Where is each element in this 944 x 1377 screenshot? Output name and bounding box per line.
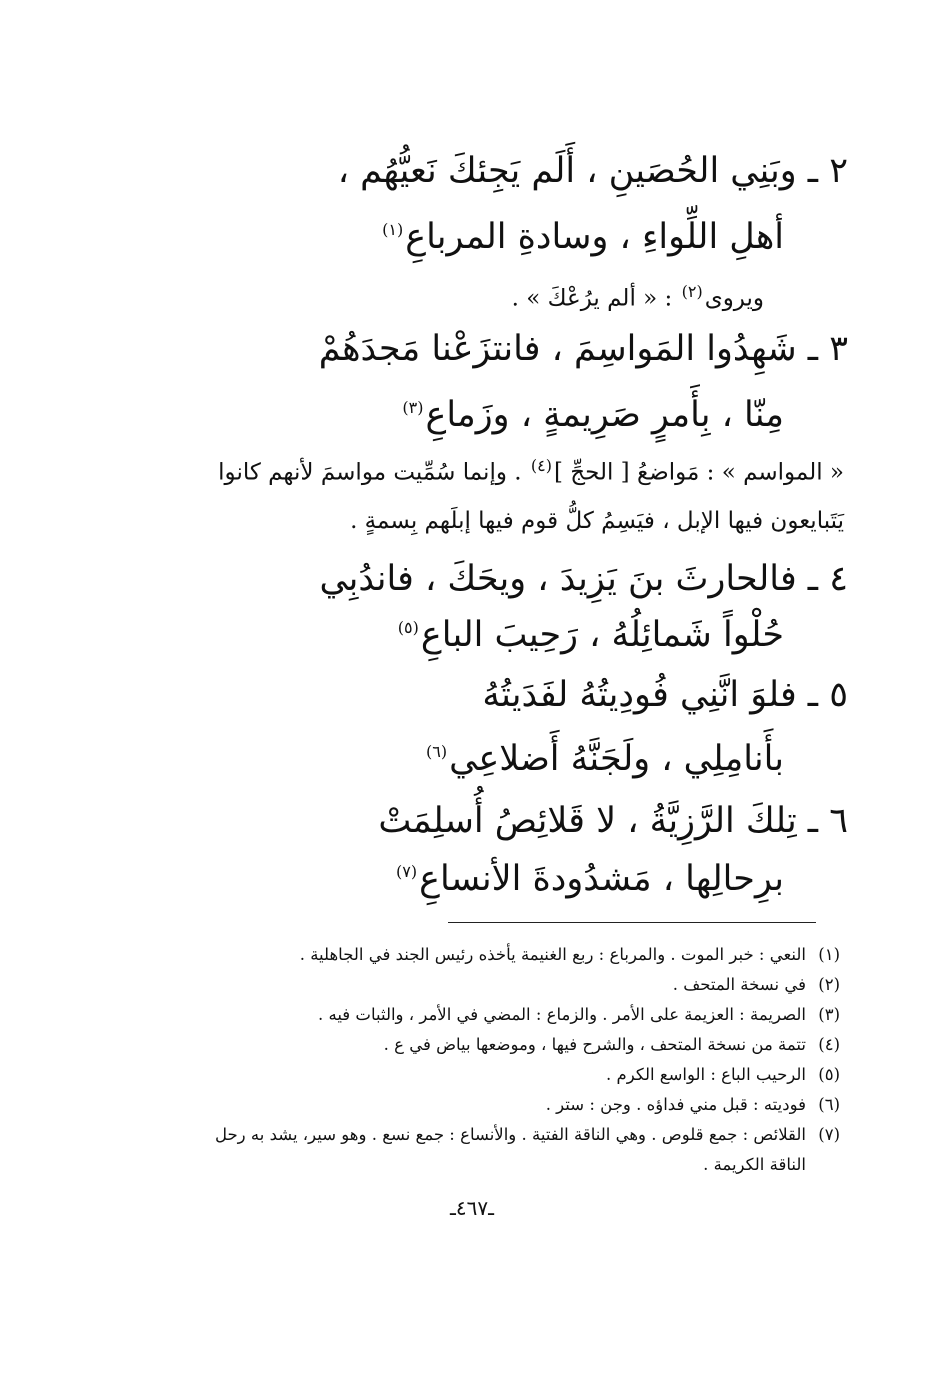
verse-line-3a xyxy=(319,328,848,370)
verse-text: ٢ ـ وبَنِي الحُصَينِ ، أَلَم يَجِئكَ نَعيُّهُم ، xyxy=(337,151,848,191)
verse-line-4b xyxy=(396,614,784,656)
footnote-ref: (٧) xyxy=(396,862,418,882)
verse-line-6a xyxy=(378,800,848,842)
footnote-number: (١) xyxy=(818,945,840,964)
footnote-ref: (٥) xyxy=(397,618,419,638)
footnote-2 xyxy=(100,970,840,1000)
verse-line-5a xyxy=(482,674,848,716)
footnote-1 xyxy=(100,940,840,970)
verse-line-4a xyxy=(319,558,848,600)
footnote-divider xyxy=(448,922,816,923)
footnote-number: (٦) xyxy=(818,1095,840,1114)
note-text: : « ألم يرُعْكَ » . xyxy=(511,285,673,312)
footnote-7 xyxy=(100,1120,840,1150)
footnote-ref: (٤) xyxy=(530,456,552,475)
verse-line-2a xyxy=(338,150,848,192)
footnotes xyxy=(100,940,840,1180)
footnote-ref: (٣) xyxy=(402,398,424,418)
footnote-text: فوديته : قبل مني فداؤه . وجن : ستر . xyxy=(545,1095,806,1114)
footnote-number: (٧) xyxy=(818,1125,840,1144)
verse-line-3b xyxy=(400,394,784,436)
verse-text: ٥ ـ فلوَ انَّنِي فُودِيتُهُ لفَدَيتُهُ xyxy=(482,675,848,715)
verse-text: بأَنامِلِي ، ولَجَنَّهُ أَضلاعِي xyxy=(449,739,784,779)
verse-text: ٤ ـ فالحارثَ بنَ يَزِيدَ ، ويحَكَ ، فاندُبِي xyxy=(319,559,848,599)
verse-text: ٣ ـ شَهِدُوا المَواسِمَ ، فانتزَعْنا مَجدَهُمْ xyxy=(318,329,848,369)
footnote-number: (٥) xyxy=(818,1065,840,1084)
verse-text: برِحالِها ، مَشدُودةَ الأنساعِ xyxy=(419,859,784,899)
verse-text: ٦ ـ تِلكَ الرَّزِيَّةُ ، لا قَلائِصُ أُسلِمَتْ xyxy=(378,801,848,841)
footnote-text: القلائص : جمع قلوص . وهي الناقة الفتية . والأنساع : جمع نسع . وهو سير، يشد به رحل xyxy=(214,1125,806,1144)
variant-note xyxy=(512,282,764,313)
footnote-5 xyxy=(100,1060,840,1090)
footnote-text: تتمة من نسخة المتحف ، والشرح فيها ، وموضعها بياض في ع . xyxy=(383,1035,806,1054)
note-text: « المواسم » : مَواضعُ [ الحجِّ ] xyxy=(553,459,844,486)
page-number: ـ٤٦٧ـ xyxy=(450,1196,494,1220)
verse-text: مِنّا ، بِأَمرٍ صَرِيمةٍ ، وزَماعِ xyxy=(425,395,784,435)
footnote-ref: (٦) xyxy=(426,742,448,762)
footnote-text: الرحيب الباع : الواسع الكرم . xyxy=(606,1065,806,1084)
verse-text: أهلِ اللِّواءِ ، وسادةِ المرباعِ xyxy=(405,217,784,257)
footnote-3 xyxy=(100,1000,840,1030)
commentary-line-1 xyxy=(218,456,844,487)
footnote-ref: (١) xyxy=(382,220,404,240)
footnote-number: (٤) xyxy=(818,1035,840,1054)
footnote-text: في نسخة المتحف . xyxy=(672,975,806,994)
note-text: . وإنما سُمِّيت مواسمَ لأنهم كانوا xyxy=(218,459,522,486)
footnote-text: الصريمة : العزيمة على الأمر . والزماع : المضي في الأمر ، والثبات فيه . xyxy=(317,1005,806,1024)
verse-text: حُلْواً شَمائِلُهُ ، رَحِيبَ الباعِ xyxy=(420,615,784,655)
footnote-text: الناقة الكريمة . xyxy=(703,1155,806,1174)
footnote-7-continuation xyxy=(100,1150,840,1180)
footnote-number: (٣) xyxy=(818,1005,840,1024)
footnote-ref: (٢) xyxy=(681,282,703,301)
note-text: ويروى xyxy=(704,285,764,312)
note-text: يَتَبايعون فيها الإبل ، فيَسِمُ كلُّ قوم فيها إبلَهم بِسمةٍ . xyxy=(350,508,844,534)
footnote-text: النعي : خبر الموت . والمرباع : ربع الغنيمة يأخذه رئيس الجند في الجاهلية . xyxy=(299,945,806,964)
verse-line-5b xyxy=(424,738,784,780)
verse-line-2b xyxy=(380,216,784,258)
footnote-4 xyxy=(100,1030,840,1060)
commentary-line-2 xyxy=(350,508,844,536)
footnote-6 xyxy=(100,1090,840,1120)
verse-line-6b xyxy=(394,858,784,900)
footnote-number: (٢) xyxy=(818,975,840,994)
